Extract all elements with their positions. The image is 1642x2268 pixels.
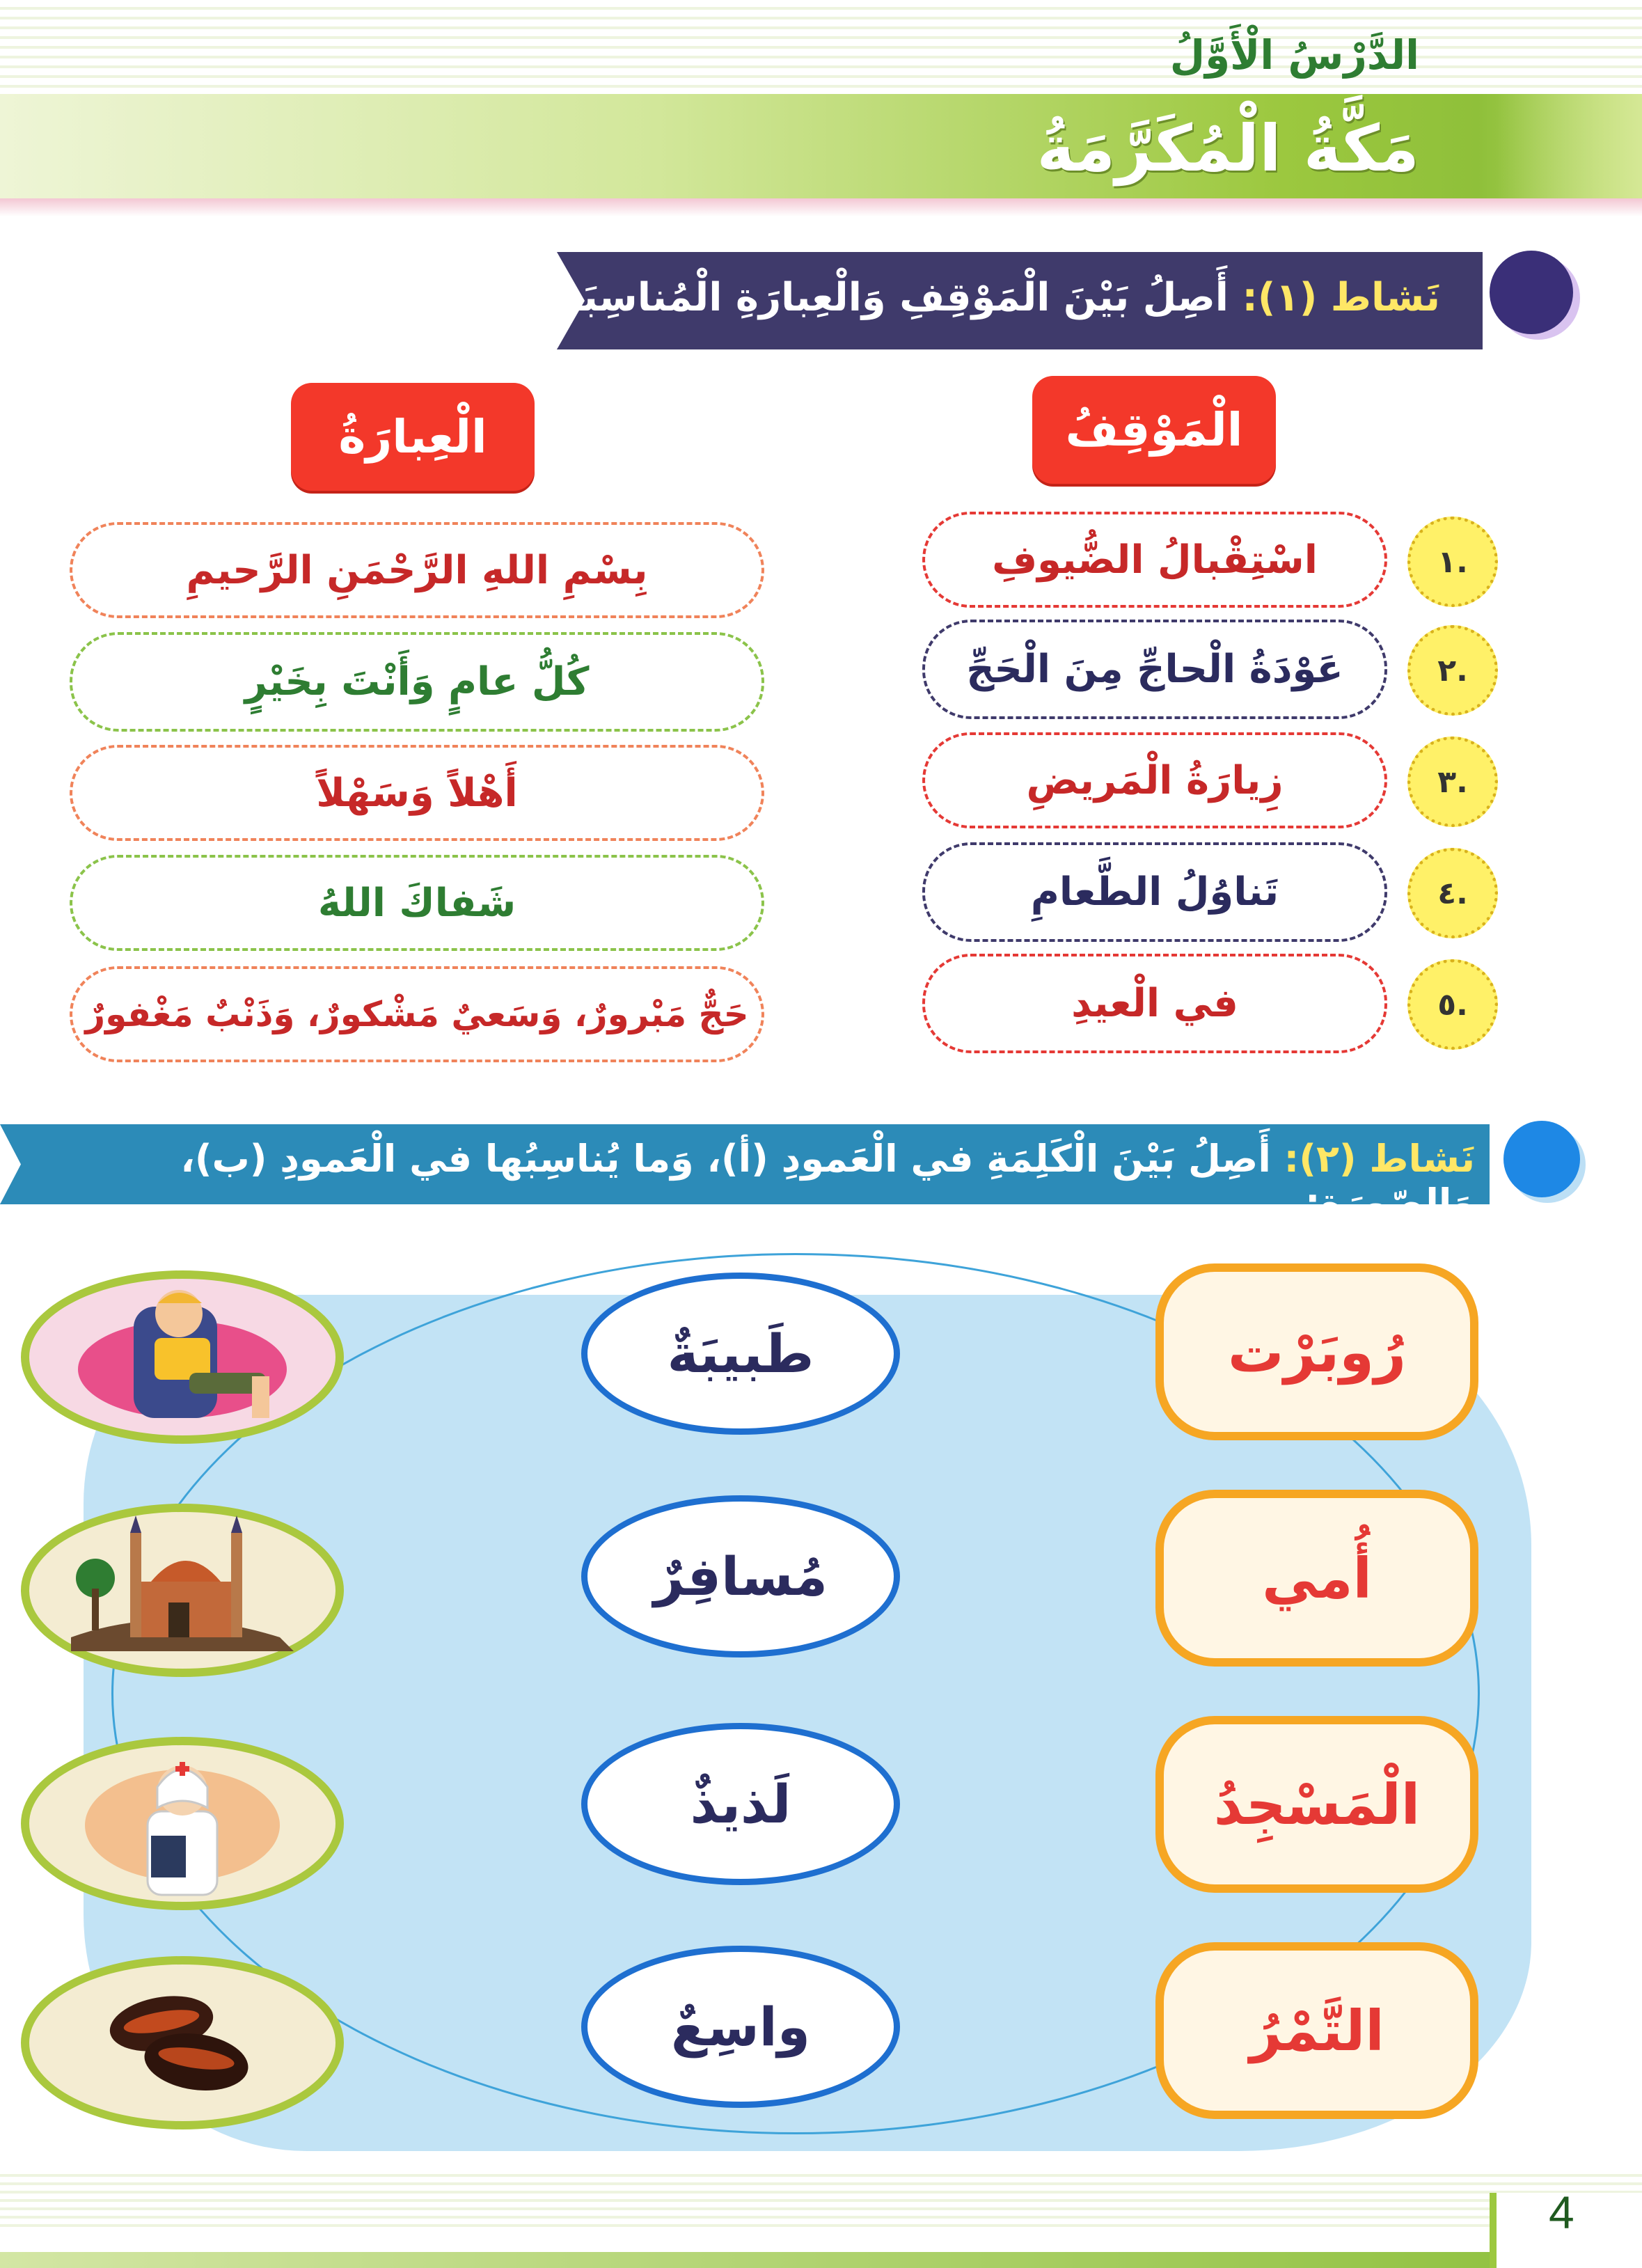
- phrase-item[interactable]: كُلُّ عامٍ وَأَنْتَ بِخَيْرٍ: [70, 632, 764, 732]
- phrase-item[interactable]: بِسْمِ اللهِ الرَّحْمَنِ الرَّحيمِ: [70, 522, 764, 618]
- column-a-item[interactable]: أُمي: [1155, 1490, 1478, 1667]
- situation-number: ٣.: [1407, 737, 1498, 827]
- phrase-item[interactable]: أَهْلاً وَسَهْلاً: [70, 745, 764, 841]
- female-doctor-icon: [29, 1745, 335, 1902]
- column-a-item[interactable]: رُوبَرْت: [1155, 1263, 1478, 1440]
- column-b-item[interactable]: مُسافِرٌ: [581, 1495, 900, 1657]
- activity2-instruction: أَصِلُ بَيْنَ الْكَلِمَةِ في الْعَمودِ (أ)، وَما يُناسِبُها في الْعَمودِ (ب)، وَالصّورَةِ:: [180, 1137, 1475, 1224]
- activity2-bullet: [1503, 1121, 1580, 1197]
- picture-man-in-armchair[interactable]: [21, 1270, 344, 1444]
- activity2-heading: [0, 1137, 1475, 1224]
- column-b-item[interactable]: لَذيذٌ: [581, 1723, 900, 1885]
- activity2-label: نَشاط (٢):: [1284, 1137, 1475, 1181]
- activity1-heading: [530, 275, 1440, 320]
- phrase-item[interactable]: شَفاكَ اللهُ: [70, 855, 764, 951]
- page-number: 4: [1549, 2187, 1574, 2238]
- situation-header: الْمَوْقِفُ: [1032, 376, 1276, 484]
- column-b-item[interactable]: طَبيبَةٌ: [581, 1273, 900, 1435]
- column-a-item[interactable]: الْمَسْجِدُ: [1155, 1716, 1478, 1893]
- phrase-header: الْعِبارَةُ: [291, 383, 535, 491]
- situation-number: ٥.: [1407, 959, 1498, 1050]
- situation-number: ٤.: [1407, 848, 1498, 938]
- situation-number: ٢.: [1407, 625, 1498, 716]
- picture-mosque[interactable]: [21, 1504, 344, 1677]
- situation-item[interactable]: في الْعيدِ: [922, 954, 1387, 1053]
- lesson-number: الدَّرْسُ الْأَوَّلُ: [1169, 31, 1419, 79]
- situation-item[interactable]: تَناوُلُ الطَّعامِ: [922, 842, 1387, 942]
- situation-item[interactable]: زِيارَةُ الْمَريضِ: [922, 732, 1387, 828]
- footer-stripes: [0, 2168, 1642, 2231]
- column-b-item[interactable]: واسِعٌ: [581, 1946, 900, 2108]
- dates-icon: [29, 1964, 335, 2121]
- situation-number: ١.: [1407, 517, 1498, 607]
- phrase-item[interactable]: حَجٌّ مَبْرورٌ، وَسَعيٌ مَشْكورٌ، وَذَنْبٌ مَغْفورٌ: [70, 966, 764, 1062]
- man-in-armchair-icon: [29, 1279, 335, 1435]
- column-a-item[interactable]: التَّمْرُ: [1155, 1942, 1478, 2119]
- title-band-shadow: [0, 198, 1642, 216]
- situation-item[interactable]: عَوْدَةُ الْحاجِّ مِنَ الْحَجِّ: [922, 620, 1387, 719]
- activity1-label: نَشاط (١):: [1242, 275, 1440, 320]
- picture-dates[interactable]: [21, 1956, 344, 2129]
- situation-item[interactable]: اسْتِقْبالُ الضُّيوفِ: [922, 512, 1387, 608]
- mosque-icon: [29, 1512, 335, 1669]
- footer-band: [0, 2252, 1642, 2268]
- picture-female-doctor[interactable]: [21, 1737, 344, 1910]
- activity1-bullet: [1490, 251, 1573, 334]
- lesson-title: مَكَّةُ الْمُكَرَّمَةُ: [1036, 111, 1419, 186]
- activity1-instruction: أَصِلُ بَيْنَ الْمَوْقِفِ وَالْعِبارَةِ الْمُناسِبَةِ :: [530, 275, 1229, 320]
- title-band-edge: [1497, 94, 1642, 198]
